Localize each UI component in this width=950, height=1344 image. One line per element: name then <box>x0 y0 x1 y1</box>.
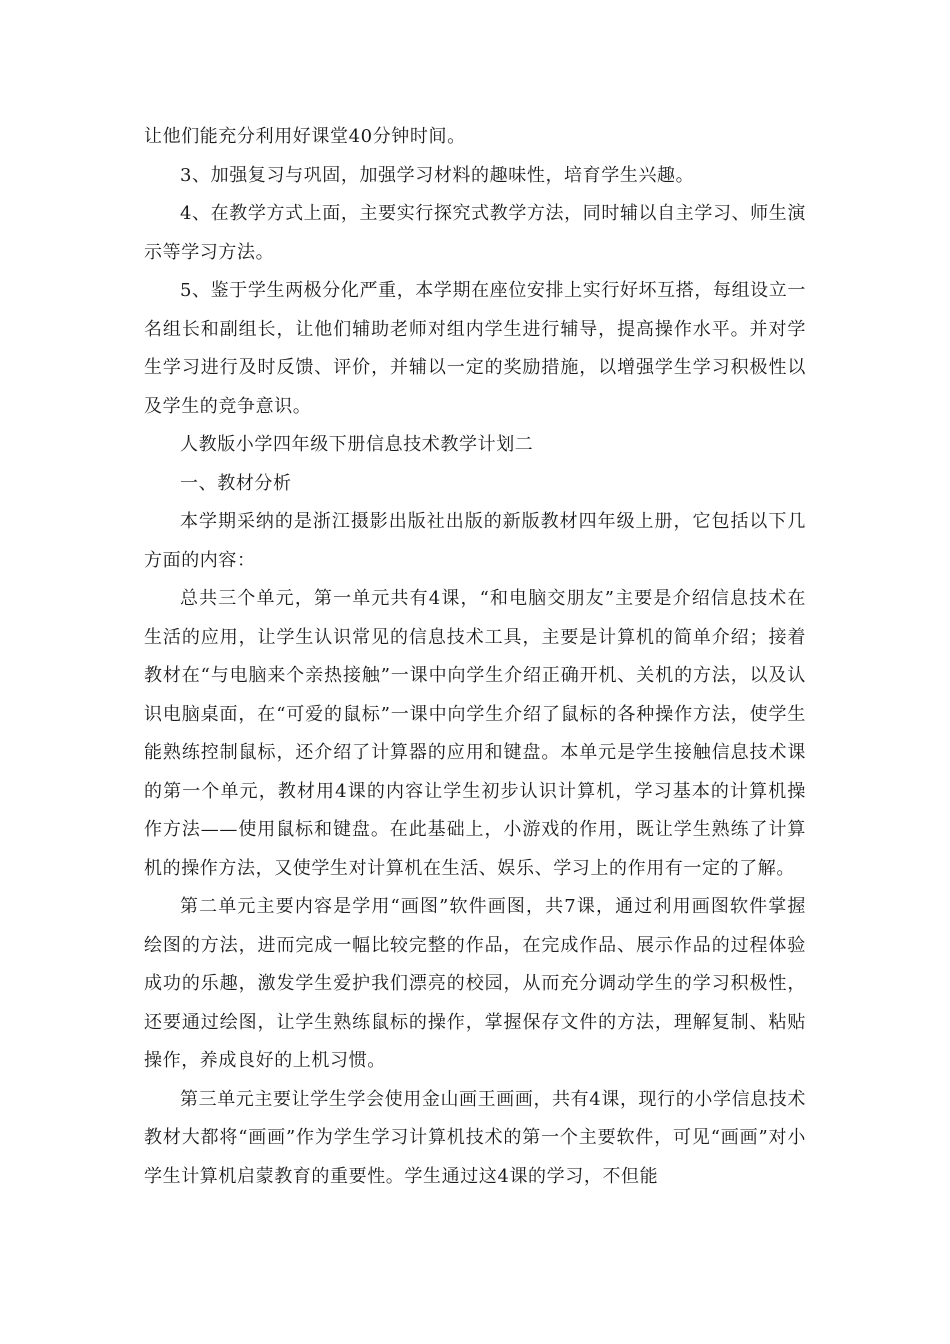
paragraph-1: 让他们能充分利用好课堂40分钟时间。 <box>144 126 466 147</box>
paragraph-7: 本学期采纳的是浙江摄影出版社出版的新版教材四年级上册，它包括以下几方面的内容： <box>144 511 806 571</box>
paragraph-8: 总共三个单元，第一单元共有4课，“和电脑交朋友”主要是介绍信息技术在生活的应用，让学生认识常见的信息技术工具，主要是计算机的简单介绍；接着教材在“与电脑来个亲热接触”一课中向学生介绍正确开机、关机的方法，以及认识电脑桌面，在“可爱的鼠标”一课中向学生介绍了鼠标的各种操作方法，使学生能熟练控制鼠标，还介绍了计算器的应用和键盘。本单元是学生接触信息技术课的第一个单元，教材用4课的内容让学生初步认识计算机，学习基本的计算机操作方法——使用鼠标和键盘。在此基础上，小游戏的作用，既让学生熟练了计算机的操作方法，又使学生对计算机在生活、娱乐、学习上的作用有一定的了解。 <box>144 588 806 879</box>
paragraph-9: 第二单元主要内容是学用“画图”软件画图，共7课，通过利用画图软件掌握绘图的方法，进而完成一幅比较完整的作品，在完成作品、展示作品的过程体验成功的乐趣，激发学生爱护我们漂亮的校园，从而充分调动学生的学习积极性，还要通过绘图，让学生熟练鼠标的操作，掌握保存文件的方法，理解复制、粘贴操作，养成良好的上机习惯。 <box>144 896 806 1071</box>
paragraph-4: 5、鉴于学生两极分化严重，本学期在座位安排上实行好坏互搭，每组设立一名组长和副组长，让他们辅助老师对组内学生进行辅导，提高操作水平。并对学生学习进行及时反馈、评价，并辅以一定的奖励措施，以增强学生学习积极性以及学生的竞争意识。 <box>144 280 806 417</box>
paragraph-2: 3、加强复习与巩固，加强学习材料的趣味性，培育学生兴趣。 <box>180 164 695 186</box>
section-title: 人教版小学四年级下册信息技术教学计划二 <box>180 434 534 455</box>
paragraph-10: 第三单元主要让学生学会使用金山画王画画，共有4课，现行的小学信息技术教材大都将“画画”作为学生学习计算机技术的第一个主要软件，可见“画画”对小学生计算机启蒙教育的重要性。学生通过这4课的学习，不但能 <box>144 1088 806 1187</box>
paragraph-3: 4、在教学方式上面，主要实行探究式教学方法，同时辅以自主学习、师生演示等学习方法。 <box>144 203 806 263</box>
document-body <box>144 118 806 1196</box>
section-heading: 一、教材分析 <box>180 472 292 494</box>
